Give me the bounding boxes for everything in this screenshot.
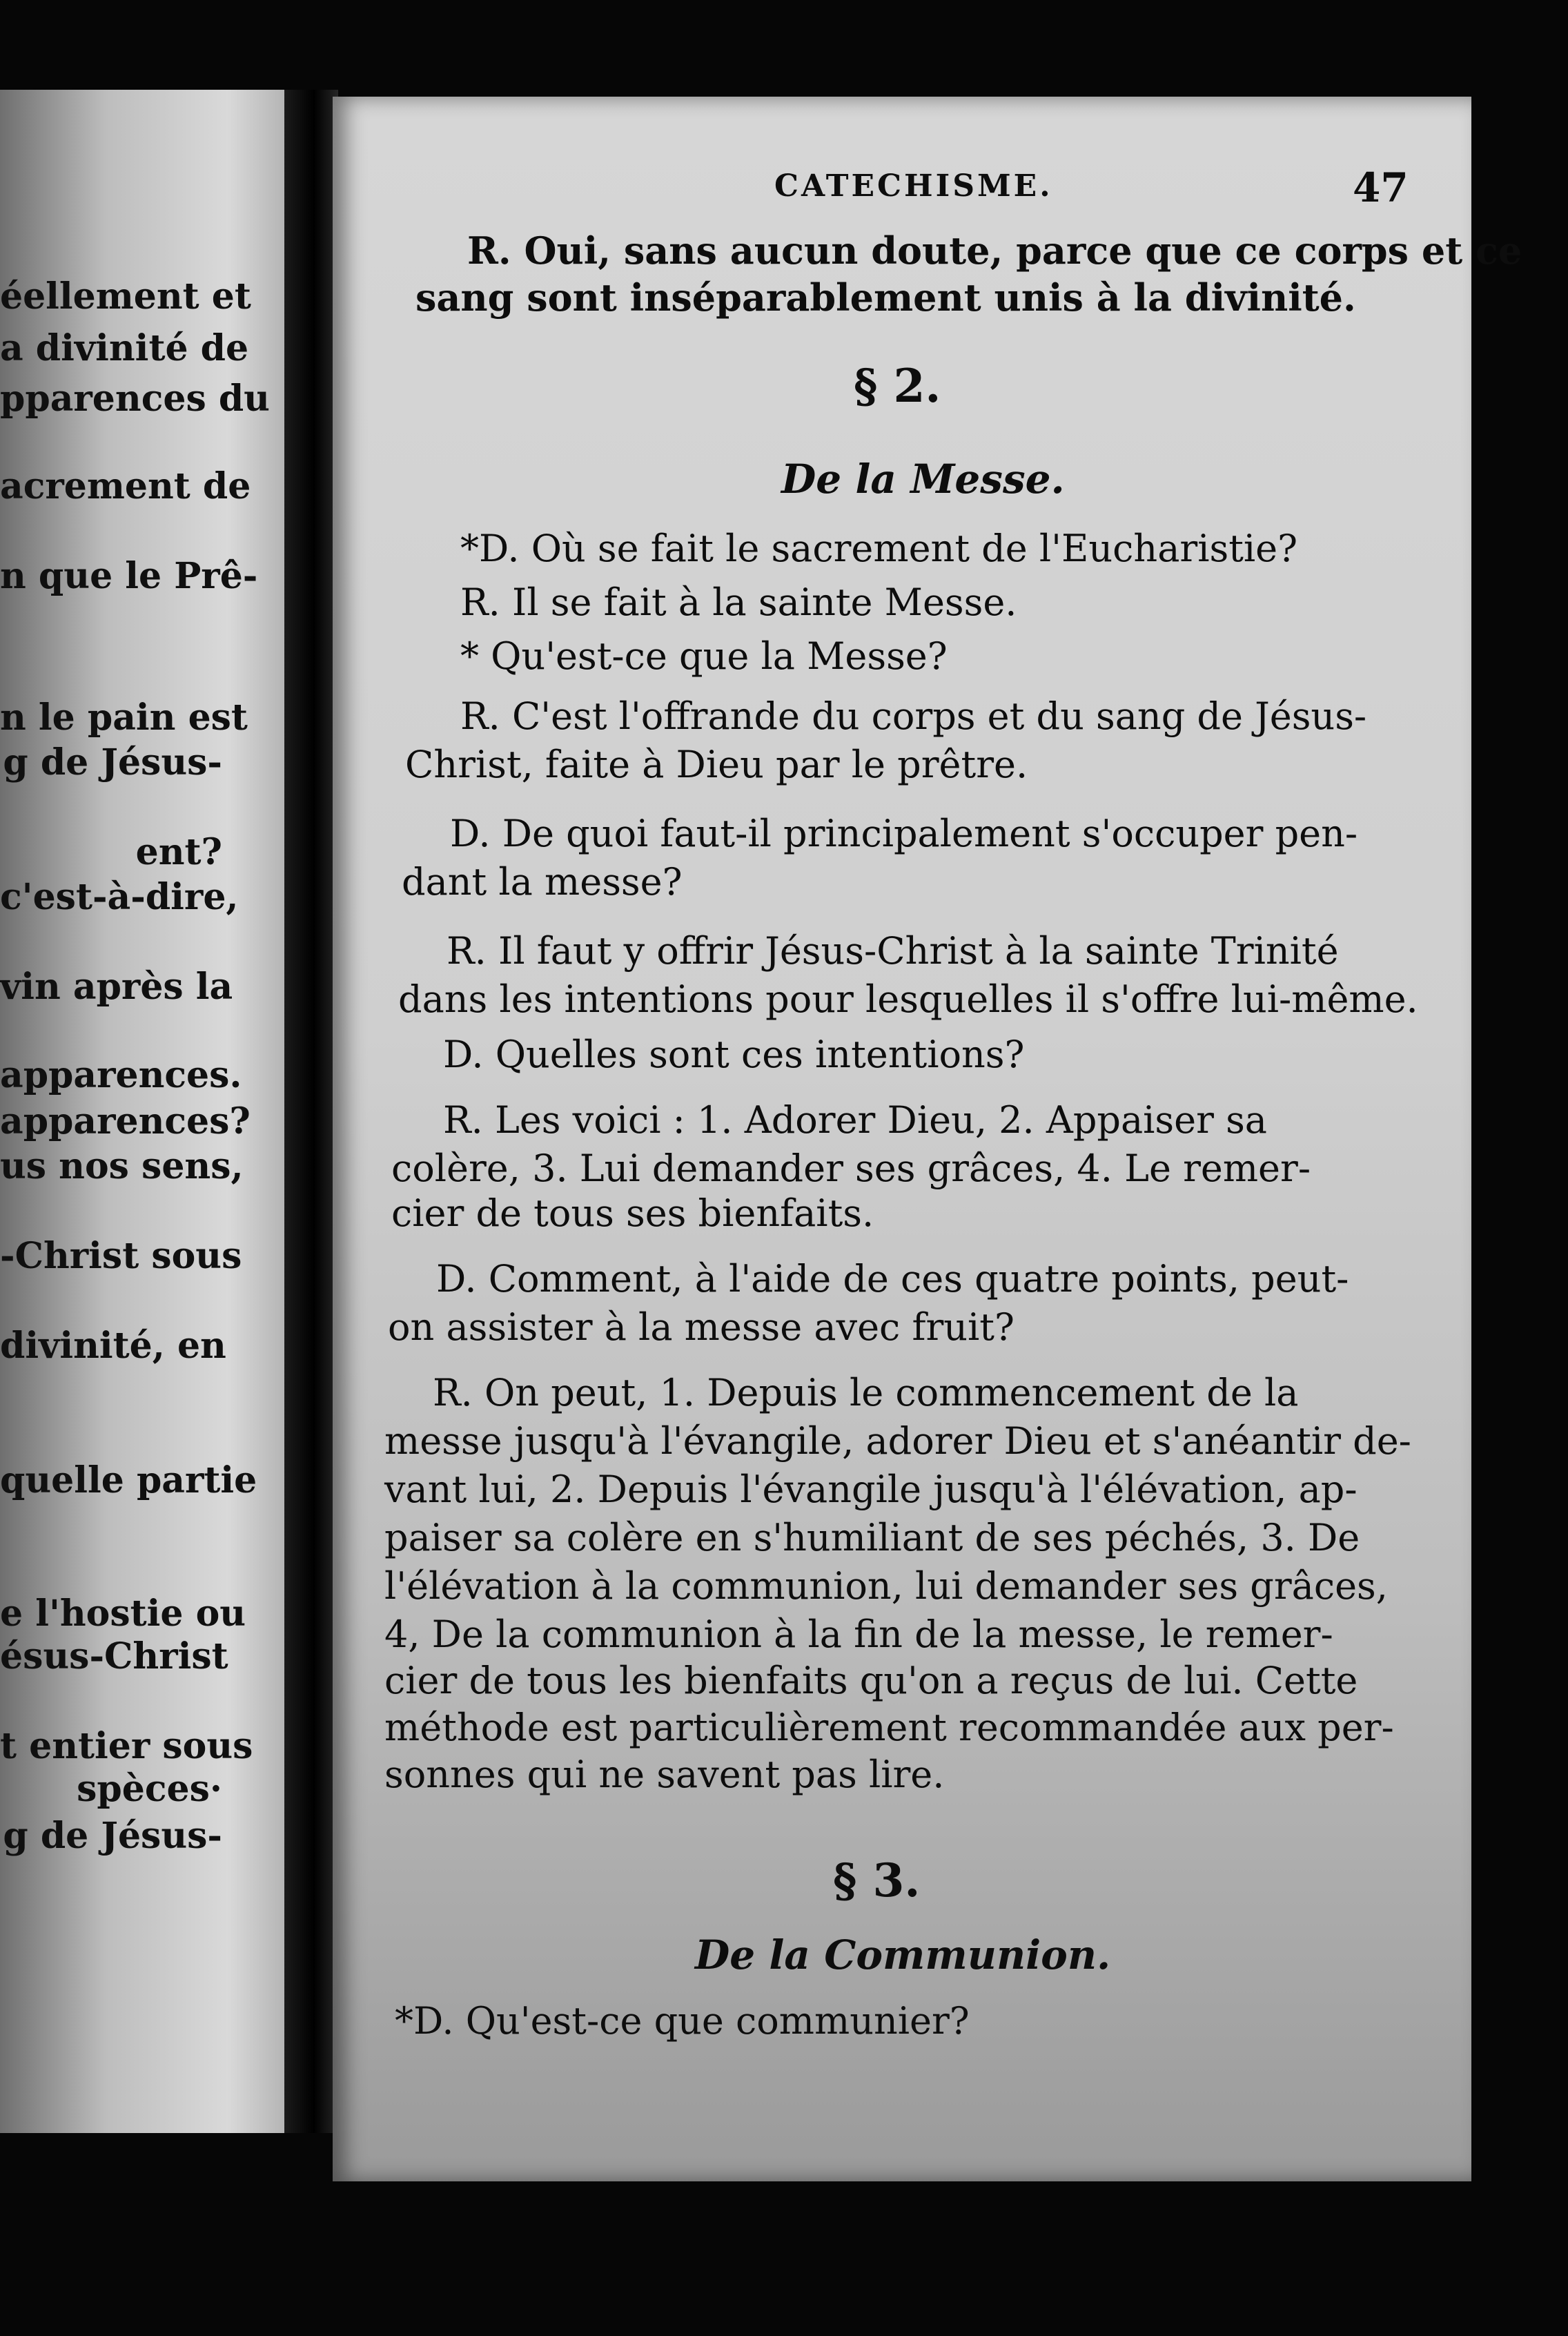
text-line: R. Oui, sans aucun doute, parce que ce corps et ce bbox=[467, 228, 1522, 273]
left-page-line: g de Jésus- bbox=[3, 1815, 222, 1857]
left-page-line: apparences? bbox=[0, 1100, 251, 1142]
text-line: R. Les voici : 1. Adorer Dieu, 2. Appaiser sa bbox=[443, 1098, 1267, 1142]
text-line: R. On peut, 1. Depuis le commencement de la bbox=[433, 1371, 1299, 1414]
text-line: * Qu'est-ce que la Messe? bbox=[460, 634, 948, 678]
book-gutter bbox=[284, 90, 338, 2133]
text-line: D. De quoi faut-il principalement s'occuper pen- bbox=[450, 812, 1358, 855]
text-line: dans les intentions pour lesquelles il s'offre lui-même. bbox=[398, 977, 1418, 1021]
right-page bbox=[333, 97, 1522, 2181]
left-page-line: e l'hostie ou bbox=[0, 1593, 246, 1635]
left-page-line: -Christ sous bbox=[0, 1235, 242, 1277]
left-page-line: a divinité de bbox=[0, 327, 249, 369]
text-line: R. Il se fait à la sainte Messe. bbox=[460, 581, 1017, 624]
page-number: 47 bbox=[1353, 164, 1409, 211]
section-title: De la Messe. bbox=[781, 456, 1065, 503]
section-mark: § 3. bbox=[833, 1853, 921, 1907]
left-page-line: apparences. bbox=[0, 1054, 242, 1096]
text-line: l'élévation à la communion, lui demander ses grâces, bbox=[384, 1564, 1388, 1608]
left-facing-page bbox=[0, 90, 304, 2133]
text-line: sang sont inséparablement unis à la divinité. bbox=[415, 275, 1356, 320]
text-line: R. C'est l'offrande du corps et du sang de Jésus- bbox=[460, 694, 1367, 738]
text-line: R. Il faut y offrir Jésus-Christ à la sainte Trinité bbox=[447, 929, 1339, 973]
text-line: messe jusqu'à l'évangile, adorer Dieu et s'anéantir de- bbox=[384, 1419, 1411, 1463]
left-page-line: ent? bbox=[135, 831, 222, 873]
left-page-line: n le pain est bbox=[0, 697, 248, 739]
text-line: 4, De la communion à la fin de la messe, le remer- bbox=[384, 1613, 1333, 1656]
text-line: méthode est particulièrement recommandée aux per- bbox=[384, 1706, 1394, 1749]
section-title: De la Communion. bbox=[695, 1931, 1111, 1978]
left-page-line: us nos sens, bbox=[0, 1145, 244, 1187]
running-head: CATECHISME. bbox=[774, 168, 1053, 204]
text-line: cier de tous ses bienfaits. bbox=[391, 1191, 874, 1235]
left-page-line: ésus-Christ bbox=[0, 1635, 228, 1677]
text-line: *D. Où se fait le sacrement de l'Eucharistie? bbox=[460, 527, 1298, 570]
left-page-line: quelle partie bbox=[0, 1459, 257, 1501]
text-line: sonnes qui ne savent pas lire. bbox=[384, 1753, 945, 1796]
left-page-line: divinité, en bbox=[0, 1325, 226, 1367]
text-line: dant la messe? bbox=[402, 860, 683, 904]
text-line: vant lui, 2. Depuis l'évangile jusqu'à l'élévation, ap- bbox=[384, 1468, 1358, 1511]
text-line: Christ, faite à Dieu par le prêtre. bbox=[405, 743, 1028, 786]
left-page-line: vin après la bbox=[0, 966, 233, 1008]
text-line: colère, 3. Lui demander ses grâces, 4. Le remer- bbox=[391, 1147, 1311, 1190]
left-page-line: g de Jésus- bbox=[3, 741, 222, 783]
left-page-line: pparences du bbox=[0, 378, 270, 420]
left-page-line: éellement et bbox=[0, 275, 251, 318]
text-line: cier de tous les bienfaits qu'on a reçus de lui. Cette bbox=[384, 1659, 1358, 1702]
left-page-line: spèces· bbox=[77, 1768, 222, 1810]
left-page-line: t entier sous bbox=[0, 1725, 253, 1767]
text-line: D. Quelles sont ces intentions? bbox=[443, 1033, 1025, 1076]
left-page-line: n que le Prê- bbox=[0, 555, 258, 597]
text-line: paiser sa colère en s'humiliant de ses péchés, 3. De bbox=[384, 1516, 1360, 1559]
text-line: D. Comment, à l'aide de ces quatre points, peut- bbox=[436, 1257, 1349, 1301]
text-line: on assister à la messe avec fruit? bbox=[388, 1305, 1015, 1349]
left-page-line: acrement de bbox=[0, 465, 251, 507]
section-mark: § 2. bbox=[854, 359, 941, 413]
text-line: *D. Qu'est-ce que communier? bbox=[395, 1999, 970, 2043]
left-page-line: c'est-à-dire, bbox=[0, 876, 239, 918]
